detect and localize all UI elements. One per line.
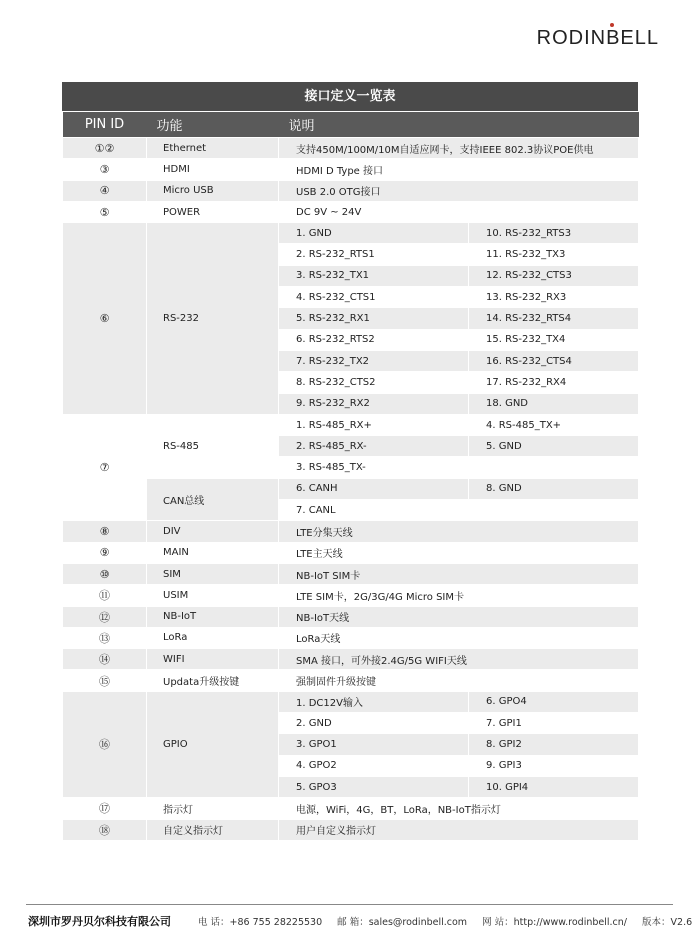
function-name: WIFI bbox=[147, 649, 279, 670]
pin-left: 2. GND bbox=[279, 713, 469, 734]
pin-left: 2. RS-232_RTS1 bbox=[279, 244, 469, 265]
description: 强制固件升级按键 bbox=[279, 670, 639, 691]
table-row bbox=[63, 414, 639, 435]
pin-right: 18. GND bbox=[469, 393, 639, 414]
pin-right: 9. GPI3 bbox=[469, 755, 639, 776]
table-row bbox=[63, 798, 639, 819]
footer bbox=[28, 913, 693, 929]
pin-id: ①② bbox=[63, 138, 147, 159]
pin-left: 1. GND bbox=[279, 223, 469, 244]
function-name: Updata升级按键 bbox=[147, 670, 279, 691]
footer-company: 深圳市罗丹贝尔科技有限公司 bbox=[28, 915, 171, 928]
pin-left: 1. RS-485_RX+ bbox=[279, 414, 469, 435]
pin-right: 4. RS-485_TX+ bbox=[469, 414, 639, 435]
pin-id: ⑱ bbox=[63, 819, 147, 840]
description: HDMI D Type 接口 bbox=[279, 159, 639, 180]
pin-left: 6. RS-232_RTS2 bbox=[279, 329, 469, 350]
pin-left: 9. RS-232_RX2 bbox=[279, 393, 469, 414]
table-body bbox=[63, 138, 639, 841]
pin-right: 10. GPI4 bbox=[469, 776, 639, 797]
header-description: 说明 bbox=[279, 112, 639, 138]
footer-email: 邮 箱：sales@rodinbell.com bbox=[337, 917, 468, 928]
pin-id: ⑨ bbox=[63, 542, 147, 563]
pin-left: 1. DC12V输入 bbox=[279, 691, 469, 712]
pin-right: 6. GPO4 bbox=[469, 691, 639, 712]
pin-id: ⑰ bbox=[63, 798, 147, 819]
pin-right: 8. GPI2 bbox=[469, 734, 639, 755]
pin-id: ④ bbox=[63, 180, 147, 201]
pin-id: ⑫ bbox=[63, 606, 147, 627]
company-logo: RODINBELL bbox=[537, 27, 659, 50]
description: DC 9V ~ 24V bbox=[279, 201, 639, 222]
pin-left: 7. CANL bbox=[279, 500, 469, 521]
description: NB-IoT SIM卡 bbox=[279, 563, 639, 584]
pin-right: 17. RS-232_RX4 bbox=[469, 372, 639, 393]
table-row bbox=[63, 627, 639, 648]
pin-right: 11. RS-232_TX3 bbox=[469, 244, 639, 265]
pin-id: ⑧ bbox=[63, 521, 147, 542]
pin-id: ⑮ bbox=[63, 670, 147, 691]
pin-left: 3. RS-485_TX- bbox=[279, 457, 469, 478]
pin-id: ⑬ bbox=[63, 627, 147, 648]
function-name: GPIO bbox=[147, 691, 279, 797]
pin-right: 12. RS-232_CTS3 bbox=[469, 265, 639, 286]
function-name: HDMI bbox=[147, 159, 279, 180]
pin-right: 5. GND bbox=[469, 436, 639, 457]
footer-version: 版本：V2.6 bbox=[642, 917, 693, 928]
function-name: POWER bbox=[147, 201, 279, 222]
function-name: Micro USB bbox=[147, 180, 279, 201]
pin-left: 4. GPO2 bbox=[279, 755, 469, 776]
pin-right bbox=[469, 500, 639, 521]
pin-id: ③ bbox=[63, 159, 147, 180]
function-name: NB-IoT bbox=[147, 606, 279, 627]
pin-id: ⑯ bbox=[63, 691, 147, 797]
description: LoRa天线 bbox=[279, 627, 639, 648]
pin-right: 13. RS-232_RX3 bbox=[469, 287, 639, 308]
function-name: LoRa bbox=[147, 627, 279, 648]
function-name: RS-485 bbox=[147, 414, 279, 478]
function-name: CAN总线 bbox=[147, 478, 279, 521]
table-row bbox=[63, 691, 639, 712]
pin-id: ⑭ bbox=[63, 649, 147, 670]
table-row bbox=[63, 201, 639, 222]
pin-left: 3. GPO1 bbox=[279, 734, 469, 755]
pin-right: 8. GND bbox=[469, 478, 639, 499]
table-row bbox=[63, 585, 639, 606]
header-function: 功能 bbox=[147, 112, 279, 138]
description: 支持450M/100M/10M自适应网卡，支持IEEE 802.3协议POE供电 bbox=[279, 138, 639, 159]
table-row bbox=[63, 542, 639, 563]
description: 用户自定义指示灯 bbox=[279, 819, 639, 840]
description: USB 2.0 OTG接口 bbox=[279, 180, 639, 201]
function-name: 自定义指示灯 bbox=[147, 819, 279, 840]
description: LTE SIM卡，2G/3G/4G Micro SIM卡 bbox=[279, 585, 639, 606]
footer-phone: 电 话：+86 755 28225530 bbox=[198, 917, 323, 928]
pin-id: ⑥ bbox=[63, 223, 147, 415]
description: SMA 接口，可外接2.4G/5G WIFI天线 bbox=[279, 649, 639, 670]
pin-right bbox=[469, 457, 639, 478]
description: LTE主天线 bbox=[279, 542, 639, 563]
header-row bbox=[63, 112, 639, 138]
pin-left: 3. RS-232_TX1 bbox=[279, 265, 469, 286]
table-title: 接口定义一览表 bbox=[62, 82, 638, 111]
pin-right: 14. RS-232_RTS4 bbox=[469, 308, 639, 329]
pin-left: 2. RS-485_RX- bbox=[279, 436, 469, 457]
function-name: USIM bbox=[147, 585, 279, 606]
table-row bbox=[63, 159, 639, 180]
table-row bbox=[63, 819, 639, 840]
logo-dot-icon bbox=[610, 23, 614, 27]
table-row bbox=[63, 670, 639, 691]
table-row bbox=[63, 606, 639, 627]
header-pin-id: PIN ID bbox=[63, 112, 147, 138]
function-name: DIV bbox=[147, 521, 279, 542]
pin-left: 6. CANH bbox=[279, 478, 469, 499]
pin-id: ⑩ bbox=[63, 563, 147, 584]
function-name: 指示灯 bbox=[147, 798, 279, 819]
pin-id: ⑪ bbox=[63, 585, 147, 606]
function-name: MAIN bbox=[147, 542, 279, 563]
pin-right: 10. RS-232_RTS3 bbox=[469, 223, 639, 244]
interface-table bbox=[62, 111, 639, 841]
pin-id: ⑤ bbox=[63, 201, 147, 222]
description: NB-IoT天线 bbox=[279, 606, 639, 627]
pin-id: ⑦ bbox=[63, 414, 147, 520]
pin-right: 15. RS-232_TX4 bbox=[469, 329, 639, 350]
pin-right: 7. GPI1 bbox=[469, 713, 639, 734]
pin-left: 4. RS-232_CTS1 bbox=[279, 287, 469, 308]
interface-table-container bbox=[62, 82, 638, 841]
pin-right: 16. RS-232_CTS4 bbox=[469, 350, 639, 371]
function-name: RS-232 bbox=[147, 223, 279, 415]
pin-left: 7. RS-232_TX2 bbox=[279, 350, 469, 371]
table-row bbox=[63, 138, 639, 159]
table-row bbox=[63, 649, 639, 670]
description: LTE分集天线 bbox=[279, 521, 639, 542]
function-name: SIM bbox=[147, 563, 279, 584]
table-row bbox=[63, 563, 639, 584]
footer-website: 网 站：http://www.rodinbell.cn/ bbox=[482, 917, 627, 928]
table-row bbox=[63, 521, 639, 542]
pin-left: 5. GPO3 bbox=[279, 776, 469, 797]
description: 电源，WiFi，4G，BT，LoRa，NB-IoT指示灯 bbox=[279, 798, 639, 819]
footer-divider bbox=[26, 904, 673, 905]
table-row bbox=[63, 223, 639, 244]
function-name: Ethernet bbox=[147, 138, 279, 159]
table-row bbox=[63, 478, 639, 499]
pin-left: 8. RS-232_CTS2 bbox=[279, 372, 469, 393]
pin-left: 5. RS-232_RX1 bbox=[279, 308, 469, 329]
table-row bbox=[63, 180, 639, 201]
